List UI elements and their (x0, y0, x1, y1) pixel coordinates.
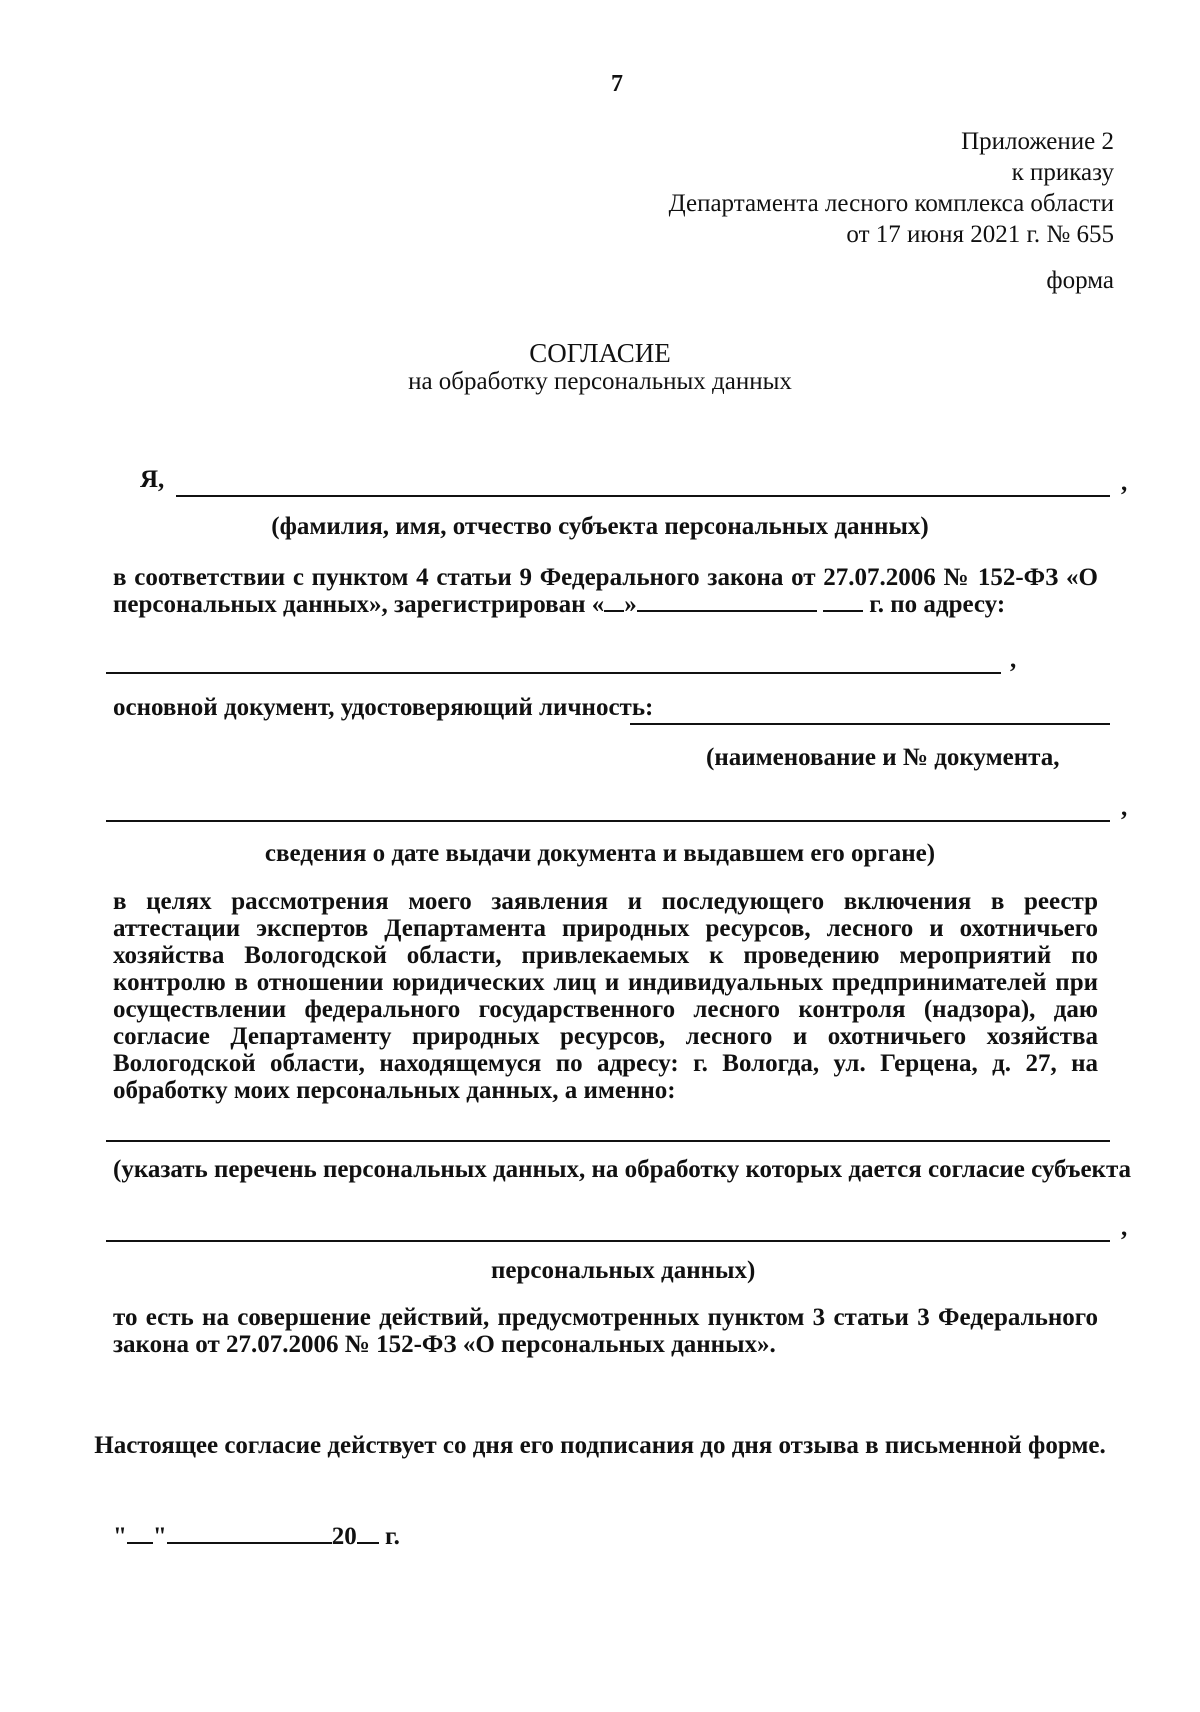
id-document-hint-2: сведения о дате выдачи документа и выдавшем его органе) (264, 840, 936, 867)
appendix-line-4: от 17 июня 2021 г. № 655 (846, 221, 1114, 248)
document-subtitle: на обработку персональных данных (408, 368, 792, 395)
data-list-hint-2: персональных данных) (491, 1257, 756, 1284)
law-line-2-end: г. по адресу: (869, 591, 1006, 618)
fio-field-line[interactable] (176, 495, 1110, 497)
date-quote-open: " (113, 1523, 127, 1550)
law-line-2-mid: » (624, 591, 637, 618)
law-line-1-text: в соответствии с пунктом 4 статьи 9 Федерального закона от 27.07.2006 № 152-ФЗ «О (113, 564, 1098, 591)
law-line-2-start: персональных данных», зарегистрирован « (113, 591, 605, 618)
appendix-line-3: Департамента лесного комплекса области (668, 190, 1114, 217)
fio-hint: (фамилия, имя, отчество субъекта персональных данных) (271, 513, 929, 540)
date-year-suffix: г. (385, 1523, 400, 1550)
date-year-field[interactable] (357, 1522, 379, 1544)
signature-date (113, 1522, 400, 1552)
date-day-field[interactable] (127, 1522, 153, 1544)
i-label: Я, (140, 466, 165, 493)
date-month-field[interactable] (167, 1522, 332, 1544)
data-list-hint-1: (указать перечень персональных данных, на обработку которых дается согласие субъекта (113, 1156, 1132, 1183)
purpose-paragraph: в целях рассмотрения моего заявления и последующего включения в реестр аттестации экспертов Департамента природных ресурсов, лесного и охотничьего хозяйства Вологодской области, привлекаемых к проведению мероприятий по контролю в отношении юридических лиц и индивидуальных предпринимателей при осуществлении федерального государственного лесного контроля (надзора), даю согласие Департаменту природных ресурсов, лесного и охотничьего хозяйства Вологодской области, находящемуся по адресу: г. Вологда, ул. Герцена, д. 27, на обработку моих персональных данных, а именно: (113, 888, 1098, 1104)
data-list-field-line[interactable] (106, 1140, 1110, 1142)
data-list-field-line-2[interactable] (106, 1240, 1110, 1242)
document-title: СОГЛАСИЕ (529, 338, 671, 368)
form-label: форма (1046, 267, 1114, 294)
id-document-hint-1: (наименование и № документа, (706, 744, 1060, 771)
validity-statement: Настоящее согласие действует со дня его подписания до дня отзыва в письменной форме. (94, 1432, 1106, 1459)
id-document-details-line[interactable] (106, 820, 1110, 822)
law-line-1 (113, 563, 1098, 593)
address-trailing-comma: , (1010, 646, 1017, 673)
id-document-label: основной документ, удостоверяющий личность: (113, 694, 654, 721)
date-quote-close: " (152, 1523, 167, 1550)
registration-month-field[interactable] (637, 590, 817, 612)
actions-paragraph: то есть на совершение действий, предусмотренных пунктом 3 статьи 3 Федерального закона от 27.07.2006 № 152-ФЗ «О персональных данных». (113, 1304, 1098, 1358)
address-field-line[interactable] (106, 672, 1001, 674)
fio-trailing-comma: , (1121, 469, 1128, 496)
date-year-prefix: 20 (331, 1523, 357, 1550)
data-list-trailing-comma: , (1121, 1214, 1128, 1241)
page-number: 7 (611, 71, 623, 97)
registration-day-field[interactable] (604, 590, 624, 612)
id-document-trailing-comma: , (1121, 794, 1128, 821)
law-line-2 (113, 590, 1005, 620)
appendix-block (669, 126, 1114, 250)
appendix-line-2: к приказу (1011, 159, 1114, 186)
appendix-line-1: Приложение 2 (961, 128, 1114, 155)
id-document-field-line[interactable] (630, 723, 1110, 725)
registration-year-field[interactable] (823, 590, 863, 612)
